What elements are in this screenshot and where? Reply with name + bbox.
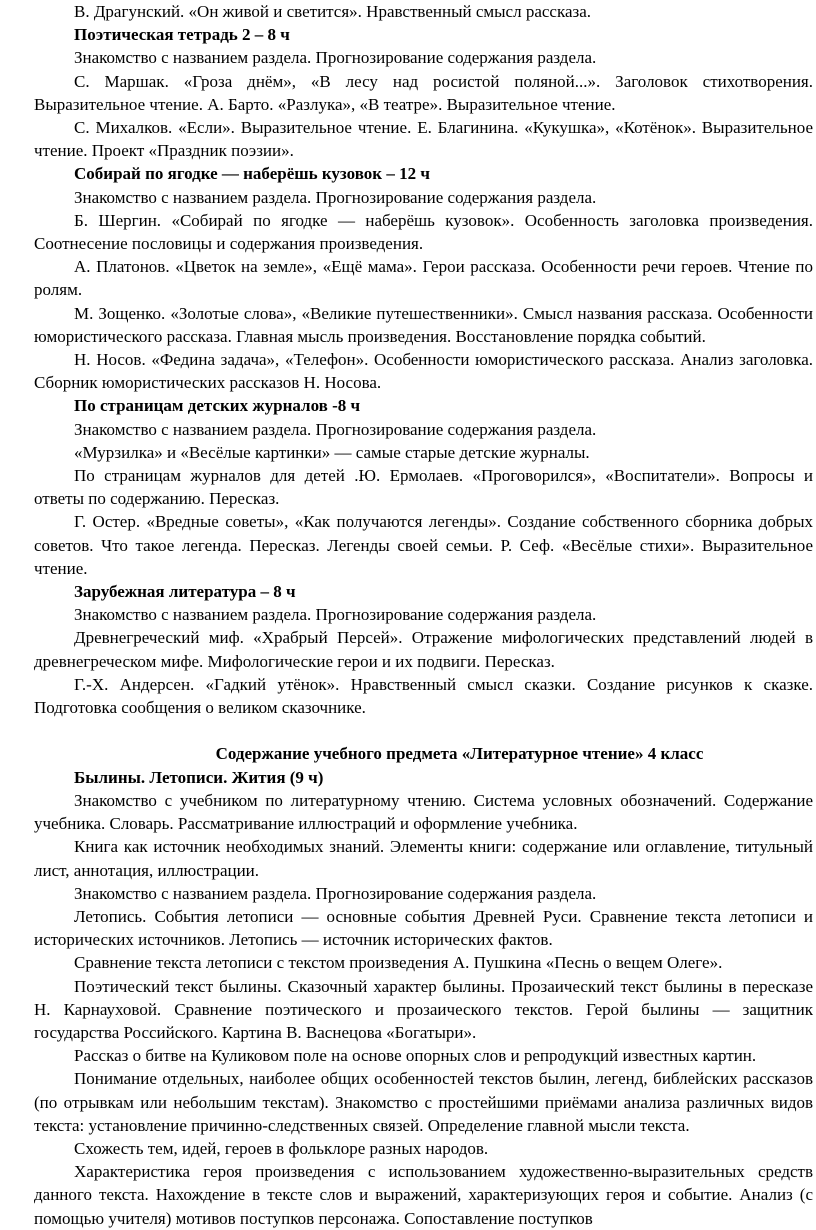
- paragraph: Книга как источник необходимых знаний. Элементы книги: содержание или оглавление, титульный лист, аннотация, иллюстрации.: [34, 837, 813, 880]
- paragraph: Знакомство с учебником по литературному чтению. Система условных обозначений. Содержание учебника. Словарь. Рассматривание иллюстраций и оформление учебника.: [34, 790, 813, 834]
- section-heading: Поэтическая тетрадь 2 – 8 ч: [74, 25, 290, 45]
- paragraph: Н. Носов. «Федина задача», «Телефон». Особенности юмористического рассказа. Анализ заголовка. Сборник юмористических рассказов Н. Носова.: [34, 350, 813, 393]
- section-heading: Былины. Летописи. Жития (9 ч): [74, 767, 324, 787]
- paragraph: Поэтический текст былины. Сказочный характер былины. Прозаический текст былины в пересказе Н. Карнауховой. Сравнение поэтического и прозаического текстов. Герой былины — защитник государства Российского. Картина В. Васнецова «Богатыри».: [34, 976, 813, 1042]
- paragraph: С. Маршак. «Гроза днём», «В лесу над росистой поляной...». Заголовок стихотворения. Выразительное чтение. А. Барто. «Разлука», «В театре». Выразительное чтение.: [34, 71, 813, 114]
- spacer: [34, 719, 813, 742]
- paragraph: Знакомство с названием раздела. Прогнозирование содержания раздела.: [74, 187, 597, 207]
- paragraph: Сравнение текста летописи с текстом произведения А. Пушкина «Песнь о вещем Олеге».: [74, 953, 723, 973]
- paragraph: Знакомство с названием раздела. Прогнозирование содержания раздела.: [74, 48, 597, 68]
- paragraph: С. Михалков. «Если». Выразительное чтение. Е. Благинина. «Кукушка», «Котёнок». Выразительное чтение. Проект «Праздник поэзии».: [34, 118, 813, 161]
- document-title: Содержание учебного предмета «Литературное чтение» 4 класс: [215, 744, 704, 764]
- paragraph: М. Зощенко. «Золотые слова», «Великие путешественники». Смысл названия рассказа. Особенности юмористического рассказа. Главная мысль произведения. Восстановление порядка событий.: [34, 303, 813, 346]
- paragraph: Рассказ о битве на Куликовом поле на основе опорных слов и репродукций известных картин.: [74, 1046, 757, 1066]
- paragraph: По страницам журналов для детей .Ю. Ермолаев. «Проговорился», «Воспитатели». Вопросы и ответы по содержанию. Пересказ.: [34, 466, 813, 509]
- paragraph: Б. Шергин. «Собирай по ягодке — наберёшь кузовок». Особенность заголовка произведения. Соотнесение пословицы и содержания произведения.: [34, 210, 813, 254]
- paragraph: Древнегреческий миф. «Храбрый Персей». Отражение мифологических представлений людей в древнегреческом мифе. Мифологические герои и их подвиги. Пересказ.: [34, 628, 813, 671]
- paragraph: Понимание отдельных, наиболее общих особенностей текстов былин, легенд, библейских рассказов (по отрывкам или небольшим текстам). Знакомство с простейшими приёмами анализа различных видов текста: установление причинно-следственных связей. Определение главной мысли текста.: [34, 1069, 813, 1135]
- section-heading: Зарубежная литература – 8 ч: [74, 582, 296, 602]
- paragraph: Знакомство с названием раздела. Прогнозирование содержания раздела.: [74, 419, 597, 439]
- paragraph: «Мурзилка» и «Весёлые картинки» — самые старые детские журналы.: [74, 442, 590, 462]
- paragraph: Знакомство с названием раздела. Прогнозирование содержания раздела.: [74, 605, 597, 625]
- paragraph: Г. Остер. «Вредные советы», «Как получаются легенды». Создание собственного сборника добрых советов. Что такое легенда. Пересказ. Легенды своей семьи. Р. Сеф. «Весёлые стихи». Выразительное чтение.: [34, 512, 813, 578]
- paragraph: Характеристика героя произведения с использованием художественно-выразительных средств данного текста. Нахождение в тексте слов и выражений, характеризующих героя и событие. Анализ (с помощью учителя) мотивов поступков персонажа. Сопоставление поступков: [34, 1162, 813, 1228]
- paragraph: Знакомство с названием раздела. Прогнозирование содержания раздела.: [74, 883, 597, 903]
- section-heading: По страницам детских журналов -8 ч: [74, 396, 361, 416]
- paragraph: Г.-Х. Андерсен. «Гадкий утёнок». Нравственный смысл сказки. Создание рисунков к сказке. Подготовка сообщения о великом сказочнике.: [34, 674, 813, 718]
- document-page: [34, 0, 813, 1230]
- paragraph: Схожесть тем, идей, героев в фольклоре разных народов.: [74, 1138, 489, 1158]
- paragraph: Летопись. События летописи — основные события Древней Руси. Сравнение текста летописи и исторических источников. Летопись — источник исторических фактов.: [34, 906, 813, 950]
- section-heading: Собирай по ягодке — наберёшь кузовок – 12 ч: [74, 164, 430, 184]
- paragraph: А. Платонов. «Цветок на земле», «Ещё мама». Герои рассказа. Особенности речи героев. Чтение по ролям.: [34, 257, 813, 300]
- paragraph: В. Драгунский. «Он живой и светится». Нравственный смысл рассказа.: [74, 2, 592, 21]
